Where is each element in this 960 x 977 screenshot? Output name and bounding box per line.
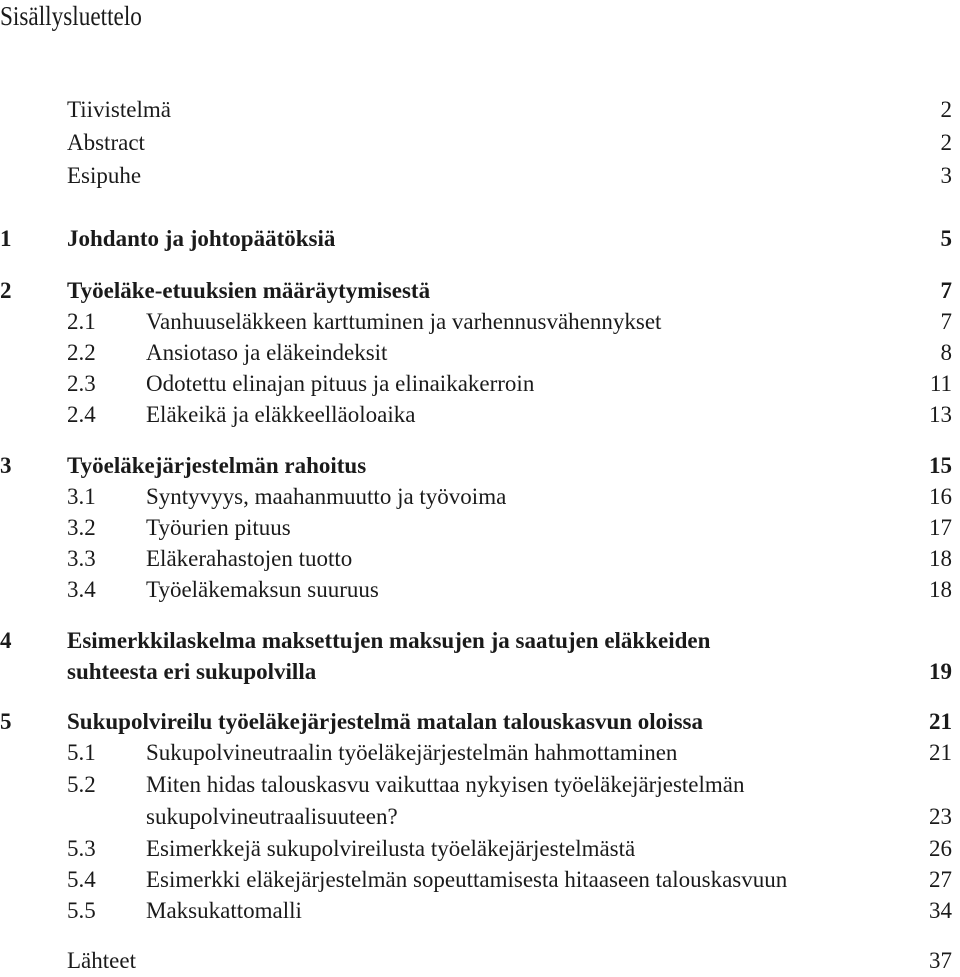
toc-section[interactable] — [0, 512, 960, 544]
toc-section[interactable] — [0, 895, 960, 927]
toc-entry-number: 2 — [0, 278, 12, 303]
toc-entry-title: Syntyvyys, maahanmuutto ja työvoima — [146, 484, 507, 509]
toc-section[interactable] — [0, 481, 960, 513]
toc-entry-number: 2.3 — [67, 371, 96, 396]
toc-section[interactable] — [0, 368, 960, 400]
toc-entry-title: Odotettu elinajan pituus ja elinaikakerroin — [146, 371, 535, 396]
toc-entry-page: 23 — [929, 804, 952, 829]
toc-entry-page: 8 — [940, 340, 952, 365]
toc-entry-title: Sukupolvineutraalin työeläkejärjestelmän hahmottaminen — [146, 740, 678, 765]
toc-entry[interactable] — [0, 945, 960, 977]
toc-entry-page: 37 — [929, 948, 952, 973]
toc-entry-page: 7 — [940, 309, 952, 334]
toc-entry-title: Johdanto ja johtopäätöksiä — [67, 226, 336, 251]
toc-entry-number: 3.3 — [67, 546, 96, 571]
toc-entry-number: 5 — [0, 709, 12, 734]
toc-entry-number: 3.1 — [67, 484, 96, 509]
toc-entry-title: Työurien pituus — [146, 515, 291, 540]
toc-entry-page: 21 — [929, 709, 952, 734]
toc-entry-number: 5.5 — [67, 898, 96, 923]
toc-entry-title: Työeläkejärjestelmän rahoitus — [67, 453, 367, 478]
toc-entry-page: 34 — [929, 898, 952, 923]
toc-entry-title: Abstract — [67, 130, 145, 155]
toc-chapter-continuation[interactable] — [0, 656, 960, 688]
toc-entry-title: Eläkerahastojen tuotto — [146, 546, 353, 571]
toc-entry-title: Vanhuuseläkkeen karttuminen ja varhennusvähennykset — [146, 309, 662, 334]
toc-entry-title: Miten hidas talouskasvu vaikuttaa nykyisen työeläkejärjestelmän — [146, 772, 745, 797]
toc-entry-page: 11 — [929, 371, 952, 396]
toc-entry-number: 1 — [0, 226, 12, 251]
toc-section-continuation[interactable] — [0, 801, 960, 833]
toc-entry-page: 2 — [940, 130, 952, 155]
toc-entry-title: Lähteet — [67, 948, 136, 973]
toc-entry[interactable] — [0, 160, 960, 192]
toc-entry-title: Tiivistelmä — [67, 97, 171, 122]
toc-section[interactable] — [0, 833, 960, 865]
toc-entry-title: suhteesta eri sukupolvilla — [67, 659, 317, 684]
toc-entry-page: 21 — [929, 740, 952, 765]
toc-entry-page: 2 — [940, 97, 952, 122]
toc-entry-page: 26 — [929, 836, 952, 861]
toc-entry-page: 13 — [929, 402, 952, 427]
toc-section[interactable] — [0, 306, 960, 338]
toc-entry-number: 2.2 — [67, 340, 96, 365]
toc-entry-number: 5.3 — [67, 836, 96, 861]
toc-entry-page: 18 — [929, 546, 952, 571]
toc-section[interactable] — [0, 399, 960, 431]
toc-entry-page: 5 — [940, 226, 952, 251]
toc-entry-page: 7 — [940, 278, 952, 303]
toc-entry-title: Työeläkemaksun suuruus — [146, 577, 379, 602]
toc-section[interactable] — [0, 574, 960, 606]
toc-entry-page: 15 — [929, 453, 952, 478]
toc-entry-title: Esimerkkejä sukupolvireilusta työeläkejärjestelmästä — [146, 836, 636, 861]
toc-entry-title: Eläkeikä ja eläkkeelläoloaika — [146, 402, 416, 427]
toc-entry-page: 19 — [929, 659, 952, 684]
toc-chapter[interactable] — [0, 706, 960, 738]
toc-entry-title: Maksukattomalli — [146, 898, 302, 923]
toc-entry-title: Esimerkki eläkejärjestelmän sopeuttamisesta hitaaseen talouskasvuun — [146, 867, 788, 892]
toc-entry-number: 5.2 — [67, 772, 96, 797]
page-title: Sisällysluettelo — [0, 1, 142, 31]
toc-section[interactable] — [0, 769, 960, 801]
toc-entry-page: 27 — [929, 867, 952, 892]
toc-entry-title: Ansiotaso ja eläkeindeksit — [146, 340, 388, 365]
toc-chapter[interactable] — [0, 450, 960, 482]
toc-entry-title: Työeläke-etuuksien määräytymisestä — [67, 278, 431, 303]
toc-section[interactable] — [0, 543, 960, 575]
toc-entry-title: Esipuhe — [67, 163, 142, 188]
toc-entry-page: 3 — [940, 163, 952, 188]
toc-section[interactable] — [0, 737, 960, 769]
toc-entry-title: sukupolvineutraalisuuteen? — [146, 804, 398, 829]
toc-entry-number: 4 — [0, 628, 12, 653]
toc-entry-number: 5.1 — [67, 740, 96, 765]
toc-entry-number: 3.4 — [67, 577, 96, 602]
toc-chapter[interactable] — [0, 223, 960, 255]
toc-entry-number: 2.4 — [67, 402, 96, 427]
toc-entry-page: 17 — [929, 515, 952, 540]
toc-chapter[interactable] — [0, 275, 960, 307]
toc-section[interactable] — [0, 337, 960, 369]
toc-chapter[interactable] — [0, 625, 960, 657]
toc-entry-number: 2.1 — [67, 309, 96, 334]
toc-entry-page: 16 — [929, 484, 952, 509]
toc-entry-number: 3 — [0, 453, 12, 478]
toc-entry[interactable] — [0, 94, 960, 126]
toc-entry-page: 18 — [929, 577, 952, 602]
toc-entry-title: Esimerkkilaskelma maksettujen maksujen ja saatujen eläkkeiden — [67, 628, 711, 653]
toc-section[interactable] — [0, 864, 960, 896]
toc-entry-number: 3.2 — [67, 515, 96, 540]
toc-entry-number: 5.4 — [67, 867, 96, 892]
toc-entry-title: Sukupolvireilu työeläkejärjestelmä matalan talouskasvun oloissa — [67, 709, 703, 734]
toc-entry[interactable] — [0, 127, 960, 159]
